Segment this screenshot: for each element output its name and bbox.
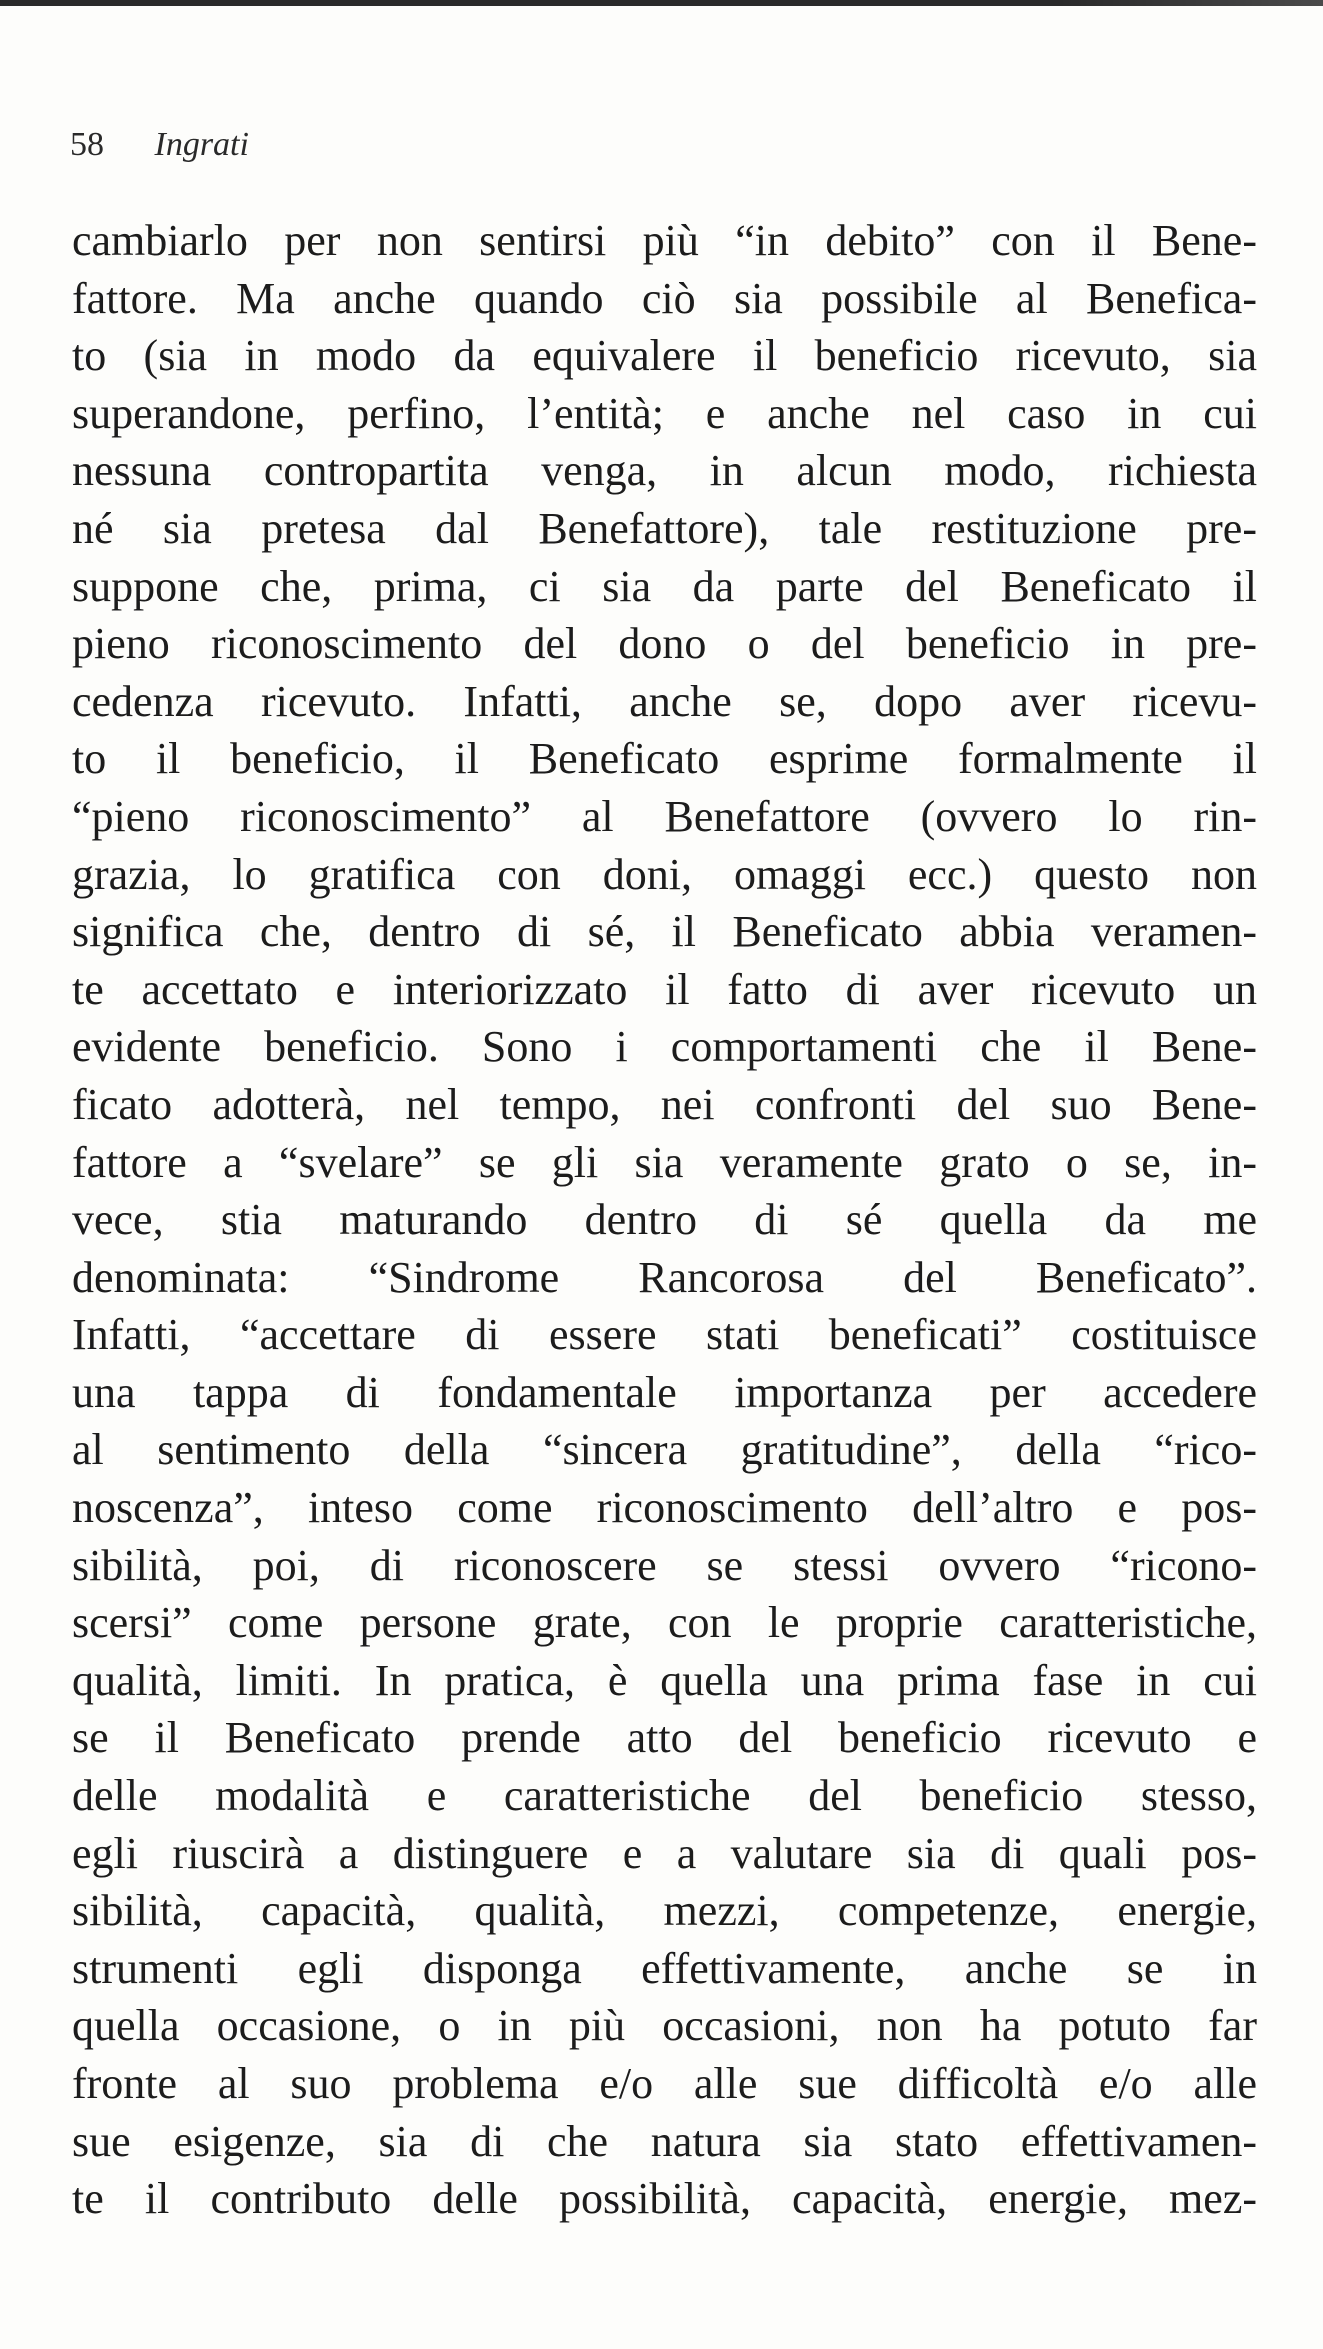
page-number: 58 — [70, 126, 104, 163]
text-line: to (sia in modo da equivalere il beneficio ricevuto, sia — [72, 331, 1257, 381]
text-line: ficato adotterà, nel tempo, nei confronti del suo Bene- — [72, 1079, 1257, 1129]
text-line: to il beneficio, il Beneficato esprime formalmente il — [72, 734, 1257, 784]
text-line: qualità, limiti. In pratica, è quella una prima fase in cui — [72, 1655, 1257, 1705]
text-line: vece, stia maturando dentro di sé quella da me — [72, 1195, 1257, 1245]
scan-top-edge — [0, 0, 1323, 6]
text-line: grazia, lo gratifica con doni, omaggi ecc.) questo non — [72, 849, 1257, 899]
text-line: denominata: “Sindrome Rancorosa del Beneficato”. — [72, 1252, 1257, 1302]
text-line: evidente beneficio. Sono i comportamenti che il Bene- — [72, 1022, 1257, 1072]
text-line: suppone che, prima, ci sia da parte del Beneficato il — [72, 561, 1257, 611]
text-line: pieno riconoscimento del dono o del beneficio in pre- — [72, 619, 1257, 669]
text-line: strumenti egli disponga effettivamente, anche se in — [72, 1943, 1257, 1993]
text-line: se il Beneficato prende atto del beneficio ricevuto e — [72, 1713, 1257, 1763]
text-line: cambiarlo per non sentirsi più “in debito” con il Bene- — [72, 216, 1257, 265]
text-line: superandone, perfino, l’entità; e anche nel caso in cui — [72, 388, 1257, 438]
body-text — [72, 212, 1257, 2228]
text-line: al sentimento della “sincera gratitudine”, della “rico- — [72, 1425, 1257, 1475]
text-line: “pieno riconoscimento” al Benefattore (ovvero lo rin- — [72, 791, 1257, 841]
text-line: nessuna contropartita venga, in alcun modo, richiesta — [72, 446, 1257, 496]
text-line: né sia pretesa dal Benefattore), tale restituzione pre- — [72, 503, 1257, 553]
running-title: Ingrati — [154, 126, 249, 163]
text-line: delle modalità e caratteristiche del beneficio stesso, — [72, 1771, 1257, 1821]
text-line: significa che, dentro di sé, il Beneficato abbia veramen- — [72, 907, 1257, 957]
text-line: fronte al suo problema e/o alle sue difficoltà e/o alle — [72, 2059, 1257, 2108]
text-line: egli riuscirà a distinguere e a valutare sia di quali pos- — [72, 1828, 1257, 1878]
text-line: fattore. Ma anche quando ciò sia possibile al Benefica- — [72, 273, 1257, 323]
text-line: noscenza”, inteso come riconoscimento dell’altro e pos- — [72, 1483, 1257, 1533]
text-line: sue esigenze, sia di che natura sia stato effettivamen- — [72, 2116, 1257, 2166]
text-line: cedenza ricevuto. Infatti, anche se, dopo aver ricevu- — [72, 676, 1257, 726]
text-line: Infatti, “accettare di essere stati beneficati” costituisce — [72, 1310, 1257, 1360]
text-line: sibilità, capacità, qualità, mezzi, competenze, energie, — [72, 1886, 1257, 1936]
text-line: te il contributo delle possibilità, capacità, energie, mez- — [72, 2174, 1257, 2224]
text-line: fattore a “svelare” se gli sia veramente grato o se, in- — [72, 1137, 1257, 1187]
text-line: quella occasione, o in più occasioni, non ha potuto far — [72, 2001, 1257, 2051]
text-line: una tappa di fondamentale importanza per accedere — [72, 1367, 1257, 1417]
text-line: scersi” come persone grate, con le proprie caratteristiche, — [72, 1598, 1257, 1648]
page-header — [70, 126, 249, 164]
text-line: te accettato e interiorizzato il fatto di aver ricevuto un — [72, 964, 1257, 1014]
text-line: sibilità, poi, di riconoscere se stessi ovvero “ricono- — [72, 1540, 1257, 1590]
